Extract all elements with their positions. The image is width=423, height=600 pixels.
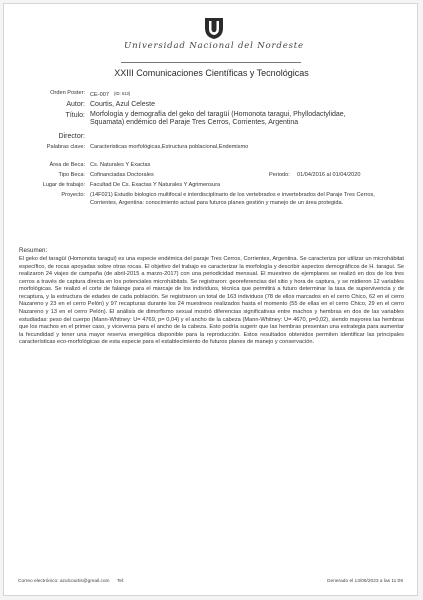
poster-id: (ID: 613) [113,91,131,96]
project-description: (14F021) Estudio biologico multifocal e interdisciplinario de los vertebrados e invertebrados del Paraje Tres Cerros, Corrientes, Argentina: conocimiento actual para futuros planes gestión y manejo de un área protegida. [90,192,375,206]
field-value: Facultad De Cs. Exactas Y Naturales Y Agrimensura [90,182,221,188]
field-label: Director: [58,133,85,140]
university-logo-icon [203,16,225,40]
field-label: Periodo: [269,172,290,178]
event-title: XXIII Comunicaciones Científicas y Tecnológicas [114,68,309,78]
document-page [3,3,418,596]
university-header [101,16,327,51]
header-divider [121,62,301,63]
field-label: Autor: [66,101,85,108]
work-title: Morfología y demografía del geko del taragüí (Homonota taragui, Phyllodactylidae, Squamata) endémico del Paraje Tres Cerros, Corrientes, Argentina [90,111,346,127]
field-value: Cs. Naturales Y Exactas [90,162,151,168]
field-label: Título: [65,112,85,119]
footer-generated: Generado el 13/06/2023 a las 11:09 [326,579,403,584]
field-label: Proyecto: [61,192,85,198]
field-value: Cofinanciadas Doctorales [90,172,154,178]
period-dates: 01/04/2016 al 01/04/2020 [297,172,361,178]
field-label: Lugar de trabajo: [42,182,85,188]
footer-email: Correo electrónico: azulcourtis@gmail.com [18,579,110,584]
summary-text: El geko del taragüí (Homonota taragui) es una especie endémica del paraje Tres Cerros, Corrientes, Argentina. Se caracteriza por utilizar un microhábitat específico, de rocas apoyadas sobre otras rocas. El objetivo del trabajo es caracterizar la morfología y describir aspectos demográficos de H. taragui. Se realizaron 24 viajes de campaña (de abril-2015 a marzo-2017) con una periodicidad mensual. El muestreo de ejemplares se realizó en dos de los tres cerros a través de captura directa en los potenciales microhábitats. Se registraron: georeferencias del sitio y hora de captura, y se midieron 12 variables morfológicas. Se realizó el corte de falange para el marcaje de los individuos, técnica que permitirá a futuro determinar la tasa de supervivencia y de recaptura, y la estructura de edades de cada población. Se registraron un total de 163 individuos (78 de ellos marcados en el cerro Chico, 62 en el cerro Nazareno y 23 en el cerro Pelón) y 97 recapturas durante los 24 muestreos realizados hasta el momento (55 de ellas en el cerro Chico, 29 en el cerro Nazareno y 13 en el cerro Pelón). El análisis de dimorfismo sexual mostró diferencias significativas entre machos y hembras en dos de las variables estudiadas: peso del cuerpo (Mann-Whitney: U= 4769, p= 0,04) y el ancho de la cabeza (Mann-Whitney: U= 4670, p=0,02), siendo mayores las hembras que los machos en el primer caso, y viceversa para el ancho de la cabeza. Esto podría sugerir que las hembras presentan una estrategia para aumentar la fecundidad y tener una mayor reserva energética disponible para la reproducción. Estos resultados obtenidos permiten identificar las principales características eco-morfológicas de esta especie para el establecimiento de futuros planes de manejo y conservación. [19,256,404,346]
author-name: Courtis, Azul Celeste [90,101,155,108]
field-label: Área de Beca: [49,162,85,168]
summary-heading: Resumen: [19,247,48,254]
field-label: Tipo Beca: [58,172,85,178]
keywords: Caracteristicas morfológicas,Estructura poblacional,Endemismo [90,144,249,150]
field-label: Palabras clave: [46,144,85,150]
footer-tel: Tel: [117,579,125,584]
field-label: Orden Poster: [50,90,85,96]
university-name: Universidad Nacional del Nordeste [124,41,304,51]
field-value: CE-007 [90,92,109,98]
